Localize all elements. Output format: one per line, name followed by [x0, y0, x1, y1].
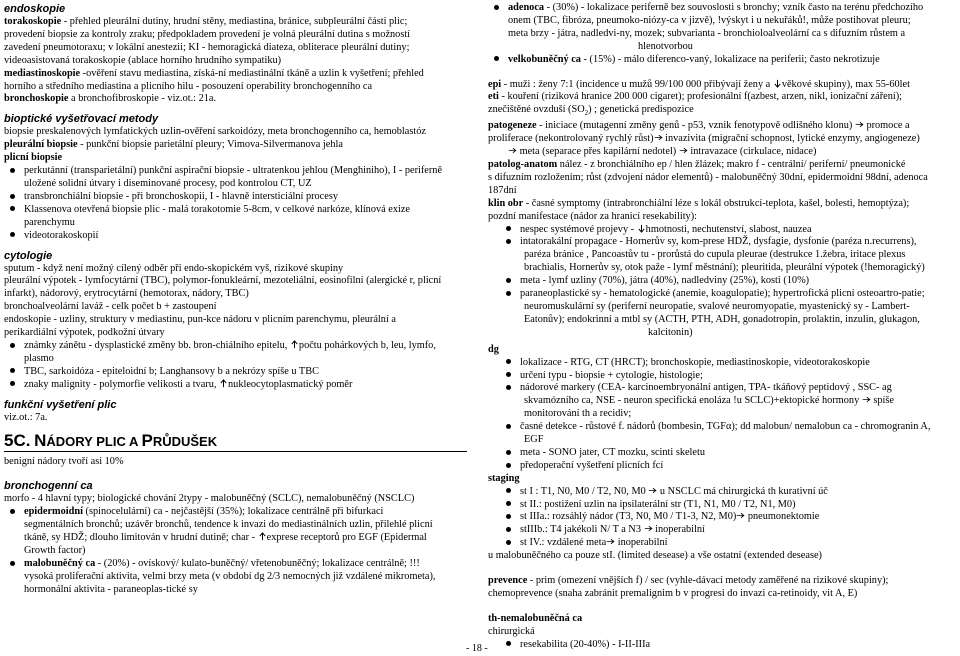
bullet-icon	[10, 343, 15, 348]
bullet-icon	[10, 561, 15, 566]
text-span: RŮDUŠEK	[152, 434, 218, 450]
text-span: videotorakoskopií	[24, 229, 99, 241]
bullet-icon	[10, 194, 15, 199]
text-span: st IIIa.: rozsáhlý nádor (T3, N0, M0 / T1-3, N2, M0)	[520, 511, 737, 523]
term-adenoca: adenoca	[508, 2, 545, 13]
bullet-icon	[506, 385, 511, 390]
text-span: N	[34, 431, 47, 451]
text-span: tkáně, sy HDŽ; dlouho limitován v hrudní dutině; char -	[24, 532, 258, 544]
arrow-right-icon	[679, 146, 688, 155]
text-span: stIIIb.: T4 jakékoli N/ T a N3	[520, 524, 644, 536]
text-span: určení typu - biopsie + cytologie, histologie;	[520, 369, 703, 381]
list-item	[488, 382, 956, 395]
text-span: resekabilita (20-40%) - I-II-IIIa	[520, 638, 651, 650]
text-span: spíše	[870, 395, 894, 407]
text-span: 2	[584, 109, 589, 118]
text-line: benigní nádory tvoří asi 10%	[4, 456, 124, 468]
text-line	[488, 104, 956, 120]
text-span: invazivita (migrační schopnost, lytické enzymy, angiogeneze)	[662, 133, 920, 145]
text-line	[4, 16, 467, 29]
list-item	[488, 421, 956, 434]
text-span: známky zánětu - dysplastické změny bb. bron-chiálního epitelu,	[24, 339, 290, 351]
list-item	[4, 204, 467, 217]
subheading-dg: dg	[488, 343, 499, 355]
text-span: a bronchofibroskopie - viz.ot.: 21a.	[68, 93, 217, 105]
text-line: infarkt), nádorový, erytrocytární (hemotorax, nádory, TBC)	[4, 288, 249, 300]
list-item	[4, 366, 467, 379]
subheading-plicni-biopsie: plicní biopsie	[4, 152, 63, 164]
text-span: inoperabilní	[615, 537, 668, 549]
list-item	[4, 165, 467, 178]
text-span: -ověření stavu mediastina, získá-ní mediastinální tkáně a uzlin k vyšetření; přehled	[80, 67, 424, 79]
text-span: nespec systémové projevy -	[520, 223, 637, 235]
left-column	[4, 2, 467, 597]
bullet-icon	[506, 527, 511, 532]
text-line: bronchoalveolární laváž - celk počet b + zastoupení	[4, 301, 217, 313]
bullet-icon	[10, 206, 15, 211]
text-span: - prim (omezení vnějších f) / sec (vyhle-dávací metody zaměřené na rizikové skupiny);	[527, 575, 889, 587]
text-line: pleurální výpotek - lymfocytární (TBC), polymor-fonukleární, mezoteliální, eosinofilní (alergické r, plicní	[4, 275, 442, 287]
text-span: - (30%) - lokalizace periferně bez souvoslosti s bronchy; vzník často na terénu předchozího	[544, 2, 924, 13]
arrow-up-icon	[290, 340, 299, 349]
text-line: s difuzním rozložením; růst (zdvojení nádor elementů) - malobuněčný 30dní, epidermoidní 98dní, adenoca	[488, 171, 928, 183]
text-span: meta (separace přes kapilární nedotel)	[517, 146, 679, 158]
text-line: provedení biopsie za kontroly zraku; předpokladem provedení je volná pleurální dutina s možností	[4, 28, 411, 40]
text-line: sputum - když není možný cílený odběr při endo-skopickém vyš, rizikové skupiny	[4, 262, 344, 274]
heading-cytologie: cytologie	[4, 249, 53, 262]
text-span: paraneoplastické sy - hematologické (anemie, koagulopatie); hypertrofická plicní osteoartro-patie;	[520, 288, 925, 300]
text-line: endoskopie - uzliny, struktury v mediastinu, pun-kce nádoru v plicním parenchymu, pleurální a	[4, 314, 396, 326]
term-torakoskopie: torakoskopie	[4, 16, 62, 27]
text-line	[488, 79, 956, 92]
text-span: st IV.: vzdálené meta	[520, 537, 607, 549]
text-line	[4, 68, 467, 81]
arrow-right-icon	[606, 537, 615, 546]
text-line: viz.ot.: 7a.	[4, 411, 48, 423]
bullet-icon	[506, 291, 511, 296]
text-line	[488, 133, 956, 146]
text-line: parenchymu	[24, 216, 75, 228]
list-item	[488, 511, 956, 524]
text-line: onem (TBC, fibróza, pneumoko-niózy-ca v jizvě), !výskyt i u nekuřáků!, může postihovat pleuru;	[508, 14, 911, 26]
text-span: meta - lymf uzliny (70%), játra (40%), nadledviny (25%), kosti (10%)	[520, 275, 810, 287]
text-span: P	[141, 431, 153, 451]
text-span: proliferace (nekontrolovaný rychlý růst)	[488, 133, 654, 145]
list-item	[4, 230, 467, 243]
text-line	[4, 93, 467, 106]
list-item	[488, 499, 956, 512]
text-span: ÁDORY PLIC A	[46, 434, 142, 450]
arrow-up-icon	[219, 379, 228, 388]
text-line: meta brzy - játra, nadledvi-ny, mozek; subvarianta - bronchioloalveolární ca s difuzním růstem a	[508, 27, 906, 39]
text-span: - punkční biopsie parietální pleury; Vimova-Silvermanova jehla	[77, 139, 343, 151]
text-line: pozdní manifestace (nádor za hranicí resekability):	[488, 210, 697, 222]
list-item	[488, 275, 956, 288]
bullet-icon	[506, 450, 511, 455]
list-item	[4, 379, 467, 392]
text-span: st I : T1, N0, M0 / T2, N0, M0	[520, 485, 649, 497]
text-span: nález - z bronchiálního ep / hlen žlázek; makro f - centrální/ periferní/ pneumonické	[557, 159, 906, 171]
list-item	[488, 460, 956, 473]
text-line: neuromuskulární sy (periferní neuropatie, svalové neuromyopatie, myastenický sy - Lambert-	[524, 300, 910, 312]
list-item	[488, 524, 956, 537]
heading-funkcni: funkční vyšetření plic	[4, 398, 117, 411]
text-span: nádorové markery (CEA- karcinoembryonální antigen, TPA- tkáňový peptidový , SSC- ag	[520, 382, 892, 394]
text-line	[4, 139, 467, 152]
arrow-right-icon	[644, 524, 653, 533]
list-item	[488, 236, 956, 249]
text-span: u NSCLC má chirurgická th kurativní úč	[657, 485, 828, 497]
term-eti: eti	[488, 91, 499, 103]
bullet-icon	[506, 463, 511, 468]
bullet-icon	[506, 501, 511, 506]
page-number: - 18 -	[466, 643, 488, 654]
text-line: monitorování th a recidiv;	[524, 408, 632, 420]
term-epi: epi	[488, 78, 502, 90]
text-span: časné detekce - růstové f. nádorů (bombesin, TGFα); dd malobun/ nemalobun ca - chromogranin A,	[520, 421, 931, 433]
bullet-icon	[506, 424, 511, 429]
bullet-icon	[506, 372, 511, 377]
text-span: věkové skupiny), max 55-60let	[781, 78, 910, 90]
text-line: chirurgická	[488, 625, 535, 637]
text-span: hmotnosti, nechutenství, slabost, nauzea	[645, 223, 812, 235]
list-item	[488, 224, 956, 237]
text-span: Klassenova otevřená biopsie plic - malá torakotomie 5-8cm, v celkové narkóze, klínová exize	[24, 203, 410, 215]
bullet-icon	[506, 488, 511, 493]
bullet-icon	[10, 381, 15, 386]
bullet-icon	[10, 232, 15, 237]
arrow-right-icon	[736, 511, 745, 520]
term-prevence: prevence	[488, 575, 528, 587]
text-span: předoperační vyšetření plicních fcí	[520, 459, 664, 471]
term-pleuralni-biopsie: pleurální biopsie	[4, 139, 78, 151]
text-line: segmentálních bronchů; uzávěr bronchů, tendence k invazi do mediastinálních uzlin, přilehlé plicní	[24, 519, 433, 531]
text-line	[488, 198, 956, 211]
heading-bronchogenni: bronchogenní ca	[4, 480, 93, 493]
text-span: inoperabilní	[652, 524, 705, 536]
text-span: počtu pohárkových b, leu, lymfo,	[298, 339, 436, 351]
text-line: EGF	[524, 434, 544, 446]
list-item	[4, 191, 467, 204]
text-line: horního a středního mediastina a plicního hilu - posouzení operability bronchogenního ca	[4, 80, 373, 92]
text-line: 187dní	[488, 184, 517, 196]
bullet-icon	[506, 540, 511, 545]
term-patolog-anatom: patolog-anatom	[488, 159, 558, 171]
text-line	[488, 120, 956, 133]
text-line: biopsie preskalenových lymfatických uzlin-ověření sarkoidózy, meta bronchogenního ca, hemoblastóz	[4, 126, 426, 138]
bullet-icon	[494, 5, 499, 10]
text-line: hlenotvorbou	[638, 40, 693, 52]
arrow-down-icon	[637, 224, 646, 233]
text-line	[488, 91, 956, 104]
section-number: 5C.	[4, 431, 31, 451]
bullet-icon	[506, 641, 511, 646]
text-span: nukleocytoplasmatický poměr	[228, 378, 353, 390]
text-span: intravazace (cirkulace, nidace)	[687, 146, 817, 158]
term-mediastinoskopie: mediastinoskopie	[4, 67, 81, 79]
text-span: - iniciace (mutagenní změny genů - p53, vznik fenotypově odlišného klonu)	[536, 120, 855, 132]
term-velkobunecny: velkobuněčný ca	[508, 53, 581, 65]
text-line: Eatonův); endokrinní a mtbl sy (ACTH, PTH, ADH, gonadotropin, prolaktin, inzulin, glukagon,	[524, 313, 920, 325]
bullet-icon	[10, 168, 15, 173]
text-span: intatorakální propagace - Hornerův sy, kom-prese HDŽ, dysfagie, dysfonie (paréza n.recurrens),	[520, 236, 917, 248]
text-line: perikardiální výpotek, podkožní útvary	[4, 327, 165, 339]
section-title	[4, 432, 467, 451]
list-item	[488, 2, 956, 15]
arrow-right-icon	[855, 120, 864, 129]
text-line: videoasistovaná torakoskopie (ablace horního hrudního sympatiku)	[4, 54, 282, 66]
arrow-down-icon	[773, 79, 782, 88]
text-line: chemoprevence (snaha zabránit premalignim b v progresi do invazi ca-retinoidy, vit A, E)	[488, 588, 858, 600]
bullet-icon	[10, 509, 15, 514]
bullet-icon	[494, 56, 499, 61]
term-patogeneze: patogeneze	[488, 120, 537, 132]
list-item	[488, 370, 956, 383]
text-span: skvamózního ca, NSE - neuron specifická enoláza !u SCLC)+ektopické hormony	[524, 395, 862, 407]
text-line: uložené solidní útvary i diseminované procesy, pod kontrolou CT, UZ	[24, 177, 312, 189]
arrow-right-icon	[862, 395, 871, 404]
bullet-icon	[506, 239, 511, 244]
list-item	[4, 506, 467, 519]
text-span: - (15%) - málo diferenco-vaný, lokalizace na periferii; často nekrotizuje	[580, 53, 880, 65]
term-bronchoskopie: bronchoskopie	[4, 93, 69, 105]
bullet-icon	[506, 278, 511, 283]
list-item	[488, 639, 956, 652]
term-klin-obr: klin obr	[488, 197, 524, 209]
text-line	[488, 395, 956, 408]
subheading-staging: staging	[488, 472, 520, 484]
bullet-icon	[506, 226, 511, 231]
text-span: exprese receptorů pro EGF (Epidermal	[266, 532, 427, 544]
right-column	[488, 2, 956, 652]
bullet-icon	[10, 368, 15, 373]
bullet-icon	[506, 359, 511, 364]
text-line: morfo - 4 hlavní typy; biologické chování 2typy - malobuněčný (SCLC), nemalobuněčný (NSCLC)	[4, 493, 415, 505]
text-span: TBC, sarkoidóza - epiteloidní b; Langhansovy b a nekrózy spíše u TBC	[24, 365, 319, 377]
text-span: meta - SONO jater, CT mozku, scinti skeletu	[520, 446, 705, 458]
text-line: u malobuněčného ca pouze stI. (limited desease) a vše ostatní (extended desease)	[488, 550, 822, 562]
text-line	[4, 532, 467, 545]
arrow-right-icon	[508, 146, 517, 155]
arrow-right-icon	[654, 133, 663, 142]
text-span: znečištěné ovzduší (SO	[488, 104, 585, 116]
text-line	[488, 159, 956, 172]
text-line: zavedení pneumotoraxu; v lokální anestezii; KI - hemoragická diateza, obliterace pleurální dutiny;	[4, 41, 410, 53]
arrow-up-icon	[258, 532, 267, 541]
subheading-th-nemalobunecna: th-nemalobuněčná ca	[488, 612, 583, 624]
text-span: promoce a	[863, 120, 910, 132]
heading-bioptic: bioptické vyšetřovací metody	[4, 113, 159, 126]
heading-endoskopie: endoskopie	[4, 3, 66, 15]
list-item	[4, 558, 467, 571]
text-line: paréza bránice , Pancoastův tu - prorůstá do cupula pleurae (destrukce 1.žebra, iritace plexus	[524, 249, 906, 261]
text-span: st II.: postižení uzlin na ipsilaterální str (T1, N1, M0 / T2, N1, M0)	[520, 498, 796, 510]
text-line: vysoká proliferační aktivita, velmi brzy meta (v období dg 2/3 nemocných již vzdálené mikrometa),	[24, 570, 436, 582]
text-span: pneumonektomie	[745, 511, 820, 523]
text-span: - přehled pleurální dutiny, hrudní stěny, mediastina, bránice, subpleurální části plic;	[61, 16, 408, 27]
text-span: ) ; genetická predispozice	[588, 104, 694, 116]
text-span: transbronchiální biopsie - při bronchoskopii, I - hlavně intersticiální procesy	[24, 190, 338, 202]
text-line: plasmo	[24, 352, 54, 364]
list-item	[488, 447, 956, 460]
text-line: brachialis, Hornerův sy, otok paže - lymf městnání); pleuritida, pleurální výpotek (!hemoragický)	[524, 262, 925, 274]
section-rule	[4, 451, 467, 452]
term-epidermoidni: epidermoidní	[24, 506, 83, 518]
text-line: kalcitonin)	[648, 326, 693, 338]
text-line: hormonální aktivita - paraneoplas-tické sy	[24, 583, 198, 595]
text-span: - (20%) - ovískový/ kulato-buněčný/ vřetenobuněčný; lokalizace centrálně; !!!	[95, 557, 420, 569]
bullet-icon	[506, 514, 511, 519]
text-line	[488, 146, 956, 159]
list-item	[488, 288, 956, 301]
text-line: Growth factor)	[24, 545, 86, 556]
text-span: - kouření (riziková hranice 200 000 cigaret); profesionální f(azbest, arzen, nikl, ionizační záření);	[498, 91, 902, 103]
text-span: perkutánní (transparietální) punkční aspirační biopsie - ultratenkou jehlou (Menghiniho), I - periferně	[24, 165, 443, 177]
list-item	[488, 54, 956, 67]
text-span: lokalizace - RTG, CT (HRCT); bronchoskopie, mediastinoskopie, videotorakoskopie	[520, 356, 870, 368]
text-span: - muži : ženy 7:1 (incidence u mužů 99/100 000 přibývají ženy a	[501, 78, 773, 90]
arrow-right-icon	[648, 486, 657, 495]
text-span: - časné symptomy (intrabronchiální léze s lokál obstrukcí-teplota, kašel, bolesti, hemoptýza);	[523, 197, 910, 209]
text-span: (spinocelulární) ca - nejčastější (35%); lokalizace centrálně při bifurkaci	[82, 506, 384, 518]
list-item	[488, 486, 956, 499]
list-item	[488, 357, 956, 370]
list-item	[4, 340, 467, 353]
list-item	[488, 537, 956, 550]
term-malobunecny: malobuněčný ca	[24, 557, 96, 569]
text-line	[488, 575, 956, 588]
text-span: znaky malignity - polymorfie velikosti a tvaru,	[24, 378, 220, 390]
